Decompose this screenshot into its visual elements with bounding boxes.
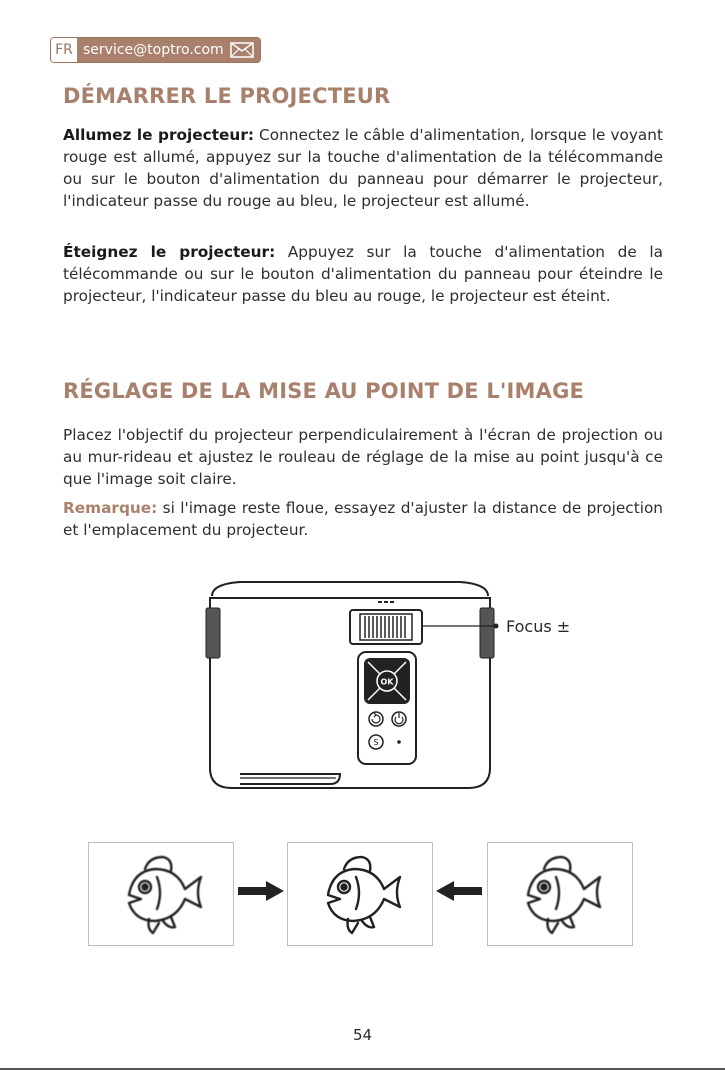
- section-title-start: DÉMARRER LE PROJECTEUR: [63, 84, 391, 108]
- power-off-text: Appuyez sur la touche d'alimentation de la télécommande ou sur le bouton d'alimentation du panneau pour éteindre le projecteur, l'indicateur passe du bleu au rouge, le projecteur est éteint.: [63, 243, 663, 305]
- email-badge[interactable]: [77, 38, 260, 62]
- power-on-text: Connectez le câble d'alimentation, lorsque le voyant rouge est allumé, appuyez sur la touche d'alimentation de la télécommande ou sur le bouton d'alimentation du panneau pour démarrer le projecteur, l'indicateur passe du rouge au bleu, le projecteur est allumé.: [63, 126, 663, 210]
- focus-sequence-figure: [88, 842, 634, 946]
- power-on-label: Allumez le projecteur:: [63, 126, 254, 144]
- fish-icon: [488, 843, 632, 945]
- frame-blurry-left: [88, 842, 234, 946]
- focus-callout-label: Focus ±: [506, 617, 571, 636]
- s-button-label: S: [373, 738, 379, 747]
- paragraph-power-on: [63, 124, 663, 212]
- projector-illustration: [200, 578, 500, 794]
- note-label: Remarque:: [63, 499, 158, 517]
- note-text: si l'image reste floue, essayez d'ajuster la distance de projection et l'emplacement du projecteur.: [63, 499, 663, 539]
- paragraph-note: [63, 497, 663, 541]
- email-address[interactable]: service@toptro.com: [83, 42, 224, 58]
- bottom-divider: [0, 1068, 725, 1070]
- paragraph-power-off: [63, 241, 663, 307]
- frame-focused-center: [287, 842, 433, 946]
- ok-button-label: OK: [380, 677, 394, 687]
- language-code: FR: [51, 38, 77, 62]
- power-off-label: Éteignez le projecteur:: [63, 243, 276, 261]
- fish-icon: [89, 843, 233, 945]
- arrow-left-icon: [434, 880, 486, 902]
- paragraph-focus-instructions: Placez l'objectif du projecteur perpendiculairement à l'écran de projection ou au mur-rideau et ajustez le rouleau de réglage de la mise au point jusqu'à ce que l'image soit claire.: [63, 426, 663, 488]
- arrow-right-icon: [234, 880, 286, 902]
- fish-icon: [288, 843, 432, 945]
- section-title-focus: RÉGLAGE DE LA MISE AU POINT DE L'IMAGE: [63, 379, 585, 403]
- envelope-icon: [230, 42, 254, 58]
- frame-blurry-right: [487, 842, 633, 946]
- header-badge: [50, 37, 261, 63]
- page-number: 54: [352, 1026, 373, 1044]
